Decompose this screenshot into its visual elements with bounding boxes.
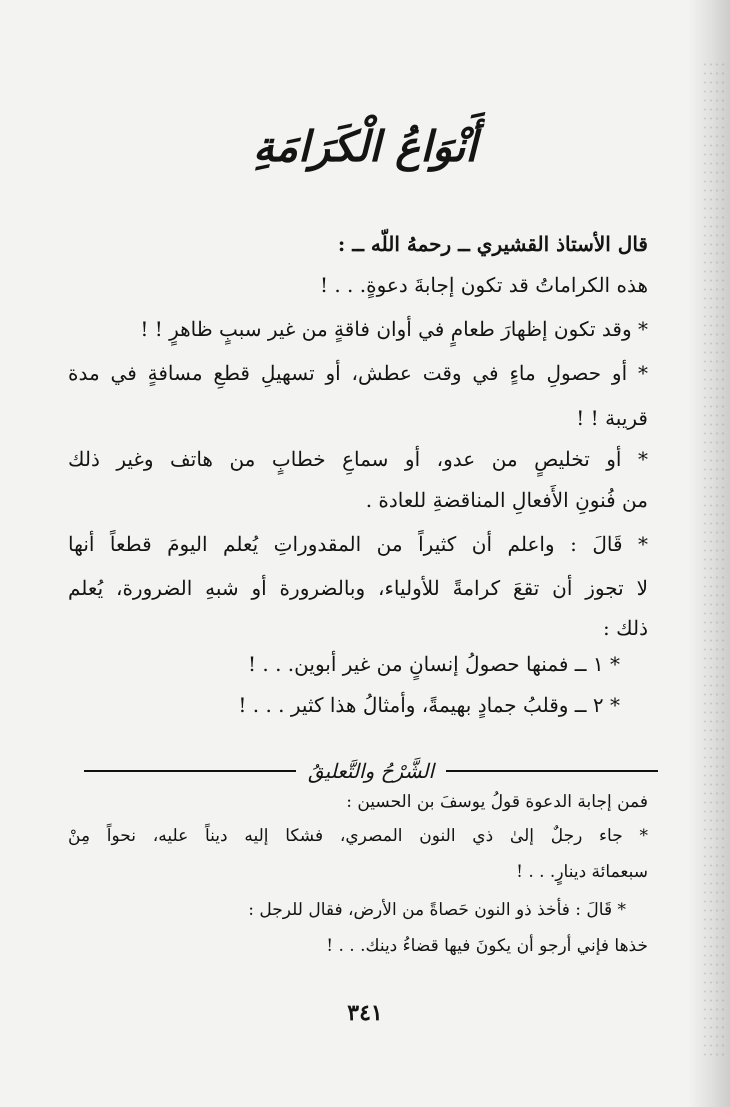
- commentary-divider: [84, 756, 658, 786]
- footnote-line: فمن إجابة الدعوة قولُ يوسفَ بن الحسين :: [346, 792, 648, 812]
- footnote-line: * قَالَ : فأخذ ذو النون حَصاةً من الأرض، فقال للرجل :: [248, 900, 626, 920]
- body-line: قريبة ! !: [576, 406, 648, 430]
- list-item: * ٢ ــ وقلبُ جمادٍ بهيمةً، وأمثالُ هذا كثير . . . !: [238, 693, 620, 717]
- page-number: ٣٤١: [347, 1000, 383, 1026]
- body-line: * أو حصولِ ماءٍ في وقت عطش، أو تسهيلِ قطعِ مسافةٍ في مدة: [68, 361, 648, 385]
- body-line: * أو تخليصٍ من عدو، أو سماعِ خطابٍ من هاتف وغير ذلك: [68, 447, 648, 471]
- divider-rule: [84, 770, 296, 772]
- footnote-line: * جاء رجلٌ إلىٰ ذي النون المصري، فشكا إليه ديناً عليه، نحواً مِنْ: [68, 826, 648, 846]
- page-edge-texture: [702, 60, 724, 1060]
- footnote-line: خذها فإني أرجو أن يكونَ فيها قضاءُ دينك. . . !: [326, 936, 648, 956]
- divider-rule: [446, 770, 658, 772]
- body-line: ذلك :: [603, 616, 648, 640]
- list-item: * ١ ــ فمنها حصولُ إنسانٍ من غير أبوين. . . !: [247, 652, 620, 676]
- footnote-line: سبعمائة دينارٍ. . . !: [516, 862, 648, 882]
- body-line: لا تجوز أن تقعَ كرامةً للأولياء، وبالضرورة أو شبهِ الضرورة، يُعلم: [68, 576, 648, 600]
- intro-line: قال الأستاذ القشيري ــ رحمهُ اللّه ــ :: [337, 232, 648, 256]
- body-line: * وقد تكون إظهارَ طعامٍ في أوان فاقةٍ من غير سببٍ ظاهرٍ ! !: [140, 317, 648, 341]
- body-line: هذه الكراماتُ قد تكون إجابةَ دعوةٍ. . . !: [319, 273, 648, 297]
- body-line: من فُنونِ الأَفعالِ المناقضةِ للعادة .: [365, 488, 648, 512]
- divider-caption: الشَّرْحُ والتَّعليقُ: [307, 759, 435, 783]
- chapter-title: أَنْوَاعُ الْكَرَامَةِ: [253, 122, 477, 171]
- body-line: * قَالَ : واعلم أن كثيراً من المقدوراتِ يُعلم اليومَ قطعاً أنها: [68, 532, 648, 556]
